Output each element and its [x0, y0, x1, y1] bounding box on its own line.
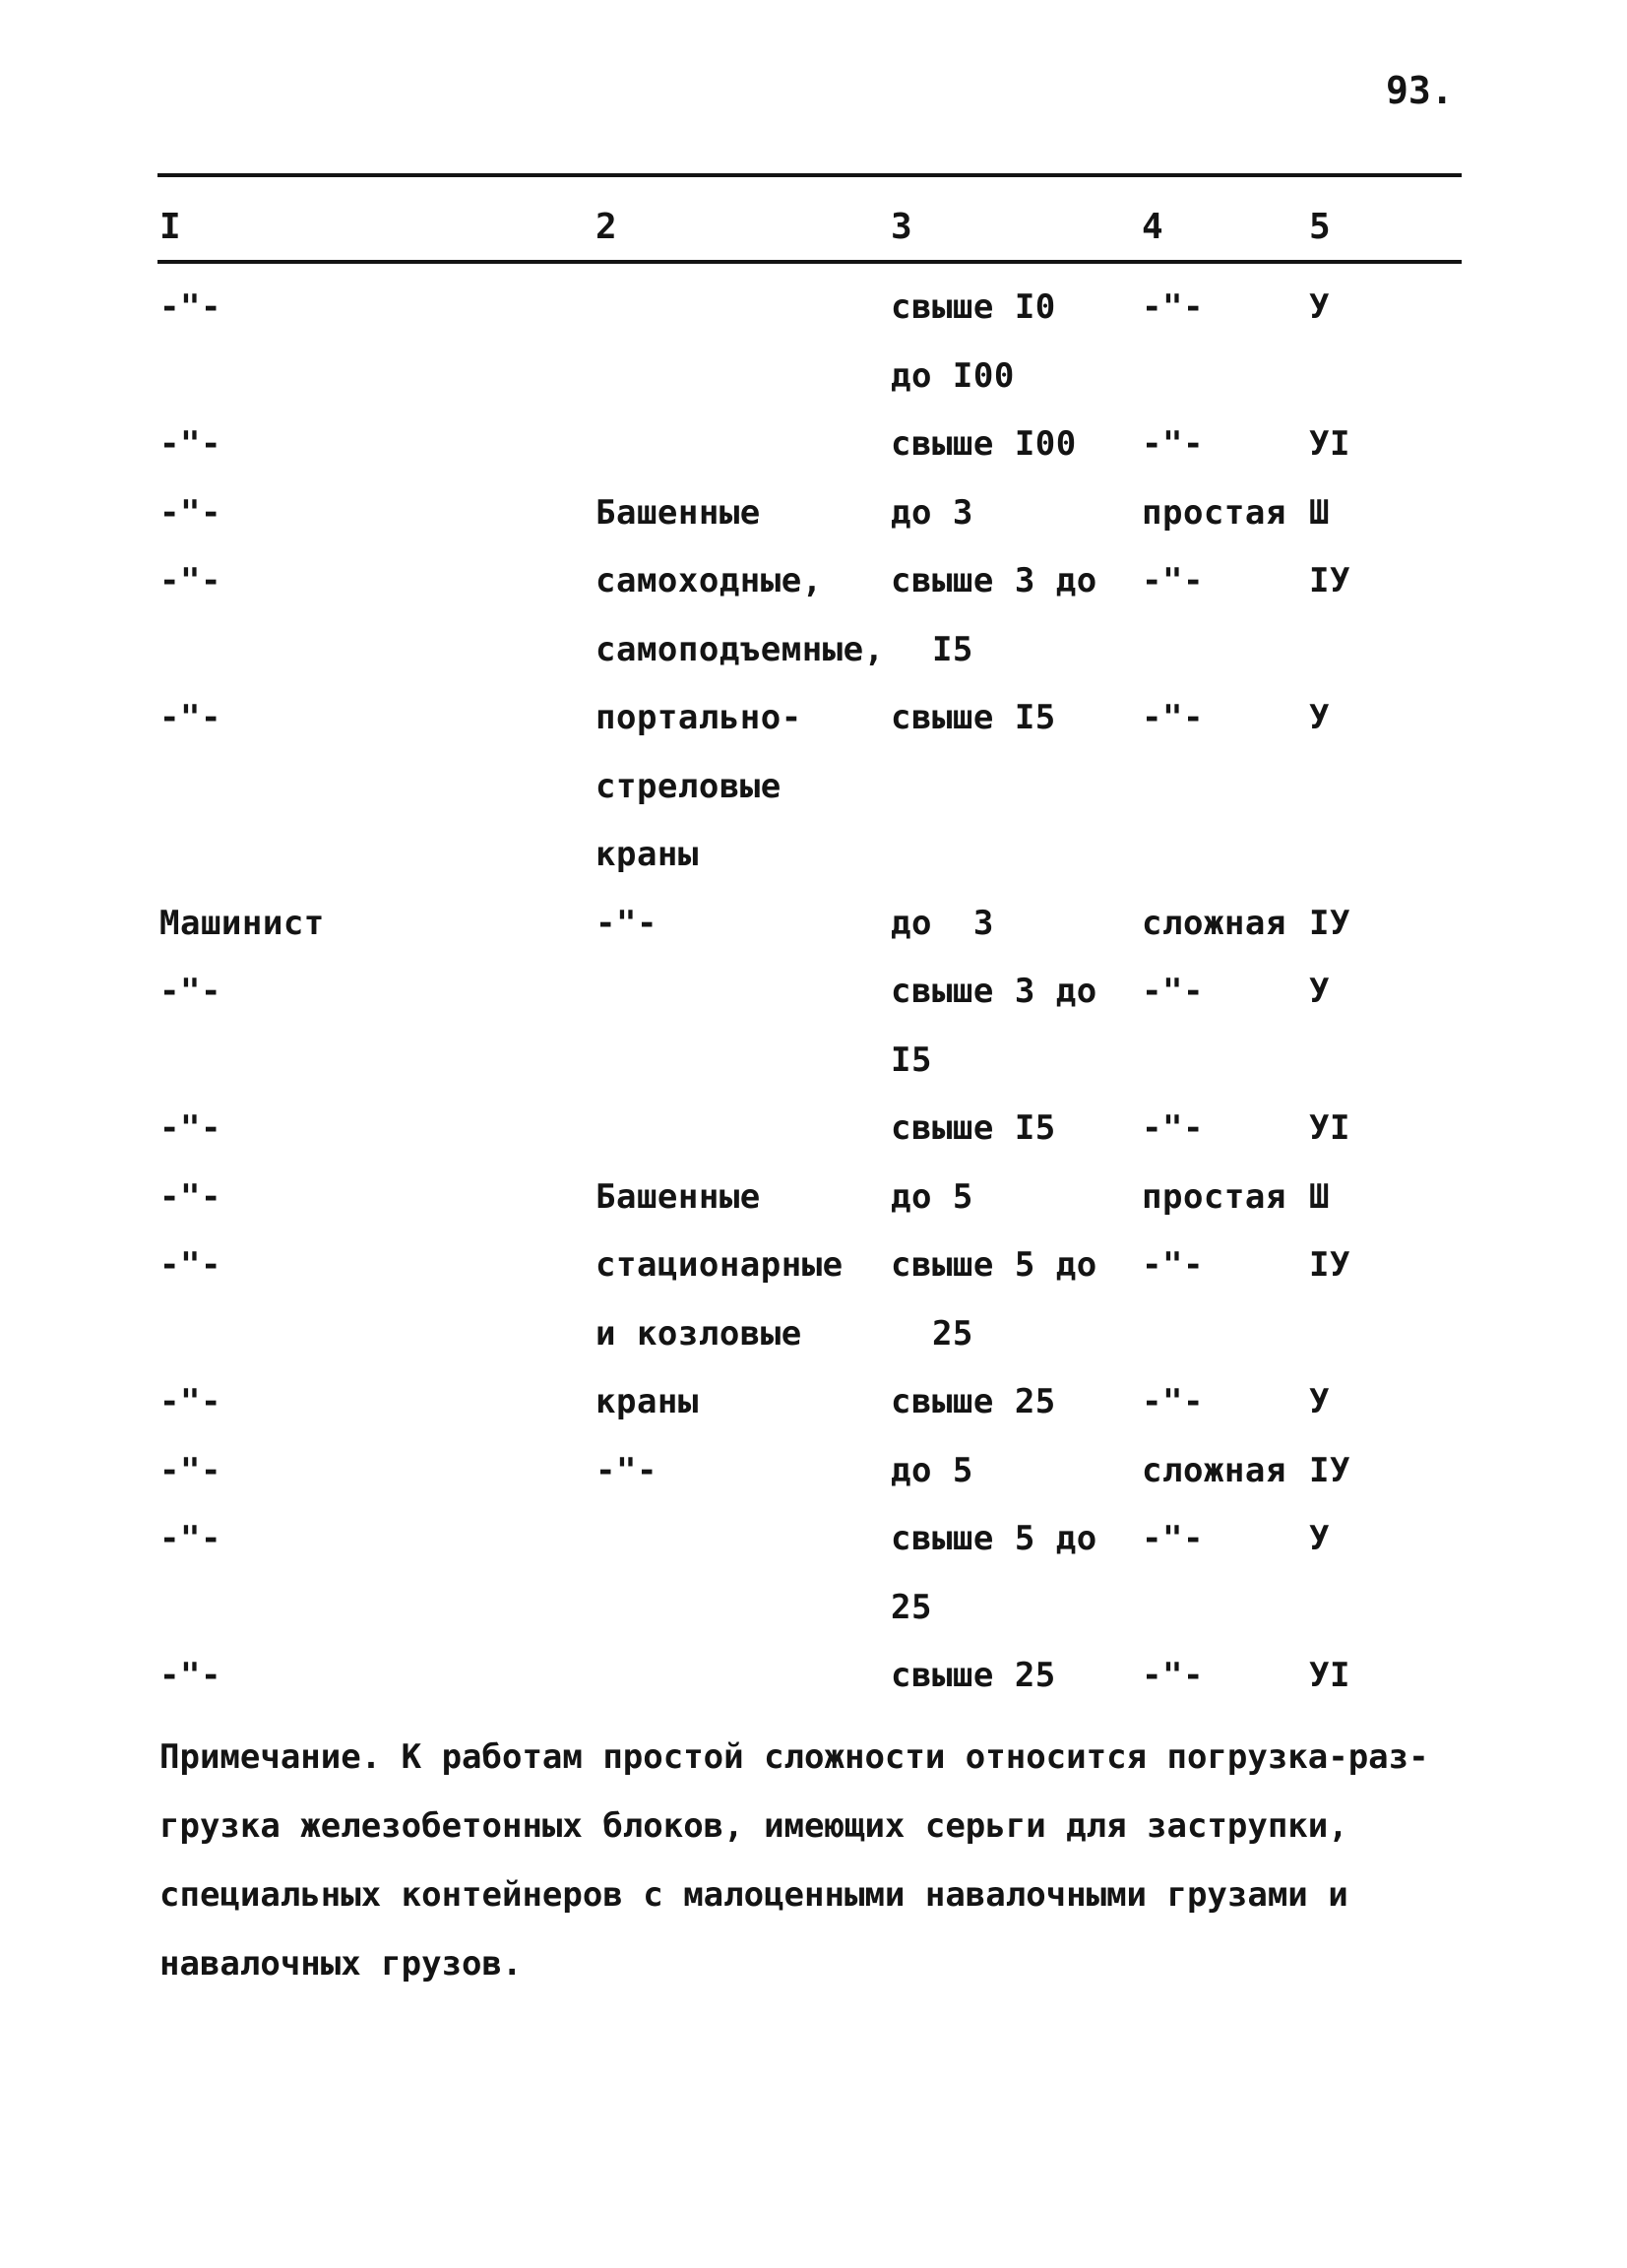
table-cell-col-3: до 3	[891, 904, 994, 943]
footnote	[159, 1723, 1498, 1998]
table-cell-col-4: -"-	[1142, 1108, 1204, 1148]
table-row	[0, 904, 1627, 973]
table-cell-col-4: -"-	[1142, 1656, 1204, 1695]
table-row	[0, 698, 1627, 767]
table-header-row	[0, 207, 1627, 276]
table-row	[0, 287, 1627, 356]
table-row	[0, 1245, 1627, 1314]
table-cell-col-4: сложная	[1142, 904, 1286, 943]
table-cell-col-5: У	[1309, 1519, 1330, 1558]
footnote-line: навалочных грузов.	[159, 1944, 523, 1984]
table-cell-col-3: до 5	[891, 1451, 973, 1490]
table-cell-col-5: У	[1309, 698, 1330, 737]
table-cell-col-1: -"-	[159, 972, 221, 1011]
table-cell-col-3: свыше I0	[891, 287, 1056, 327]
table-row	[0, 1656, 1627, 1725]
table-cell-col-5: У	[1309, 287, 1330, 327]
table-cell-col-3: свыше I5	[891, 698, 1056, 737]
table-cell-col-5: У	[1309, 972, 1330, 1011]
header-col-3: 3	[891, 207, 913, 247]
table-cell-col-2: -"-	[595, 1451, 657, 1490]
table-cell-col-1: Машинист	[159, 904, 325, 943]
table-row	[0, 493, 1627, 562]
table-cell-col-3: I5	[891, 630, 973, 669]
table-cell-col-1: -"-	[159, 1519, 221, 1558]
table-cell-col-2: портально-	[595, 698, 802, 737]
header-col-1: I	[159, 207, 182, 247]
table-cell-col-4: простая	[1142, 493, 1286, 533]
table-cell-col-4: -"-	[1142, 424, 1204, 464]
header-col-4: 4	[1142, 207, 1164, 247]
table-cell-col-5: IУ	[1309, 904, 1350, 943]
table-row	[0, 1108, 1627, 1177]
table-cell-col-5: УI	[1309, 1108, 1350, 1148]
table-cell-col-5: УI	[1309, 1656, 1350, 1695]
table-cell-col-3: 25	[891, 1314, 973, 1354]
table-cell-col-3: до 3	[891, 493, 973, 533]
table-cell-col-3: до I00	[891, 356, 1015, 396]
table-cell-col-5: У	[1309, 1382, 1330, 1421]
table-cell-col-1: -"-	[159, 1177, 221, 1217]
table-row	[0, 630, 1627, 699]
table-header-rule	[157, 260, 1462, 264]
table-row	[0, 424, 1627, 493]
table-cell-col-1: -"-	[159, 1108, 221, 1148]
table-cell-col-4: -"-	[1142, 972, 1204, 1011]
table-cell-col-4: -"-	[1142, 698, 1204, 737]
table-cell-col-1: -"-	[159, 1245, 221, 1285]
table-row	[0, 1519, 1627, 1588]
table-row	[0, 1588, 1627, 1657]
table-cell-col-2: самоходные,	[595, 561, 823, 600]
table-cell-col-3: свыше I00	[891, 424, 1077, 464]
table-cell-col-4: простая	[1142, 1177, 1286, 1217]
table-cell-col-3: свыше 5 до	[891, 1245, 1097, 1285]
table-cell-col-1: -"-	[159, 1656, 221, 1695]
table-row	[0, 561, 1627, 630]
table-cell-col-1: -"-	[159, 1382, 221, 1421]
table-cell-col-3: I5	[891, 1040, 932, 1080]
page-number: 93.	[1386, 69, 1454, 112]
table-row	[0, 1451, 1627, 1520]
table-cell-col-1: -"-	[159, 493, 221, 533]
table-cell-col-1: -"-	[159, 698, 221, 737]
table-cell-col-2: краны	[595, 835, 699, 874]
table-row	[0, 835, 1627, 904]
table-cell-col-2: самоподъемные,	[595, 630, 885, 669]
table-cell-col-2: стационарные	[595, 1245, 844, 1285]
table-cell-col-2: Башенные	[595, 493, 761, 533]
table-cell-col-3: свыше 25	[891, 1382, 1056, 1421]
table-row	[0, 1314, 1627, 1383]
table-cell-col-5: УI	[1309, 424, 1350, 464]
table-cell-col-5: Ш	[1309, 493, 1330, 533]
table-row	[0, 1040, 1627, 1109]
footnote-line: специальных контейнеров с малоценными навалочными грузами и	[159, 1875, 1348, 1915]
table-row	[0, 1382, 1627, 1451]
table-cell-col-1: -"-	[159, 287, 221, 327]
table-cell-col-4: -"-	[1142, 561, 1204, 600]
table-cell-col-3: свыше I5	[891, 1108, 1056, 1148]
table-top-rule	[157, 173, 1462, 177]
table-cell-col-2: стреловые	[595, 767, 782, 806]
footnote-line: грузка железобетонных блоков, имеющих серьги для заструпки,	[159, 1806, 1348, 1846]
table-cell-col-3: свыше 3 до	[891, 972, 1097, 1011]
table-cell-col-2: и козловые	[595, 1314, 802, 1354]
table-cell-col-3: до 5	[891, 1177, 973, 1217]
table-cell-col-2: краны	[595, 1382, 699, 1421]
table-cell-col-5: Ш	[1309, 1177, 1330, 1217]
table-cell-col-1: -"-	[159, 561, 221, 600]
table-row	[0, 1177, 1627, 1246]
table-cell-col-5: IУ	[1309, 1451, 1350, 1490]
table-cell-col-4: -"-	[1142, 1519, 1204, 1558]
table-row	[0, 767, 1627, 836]
table-row	[0, 972, 1627, 1040]
table-cell-col-2: Башенные	[595, 1177, 761, 1217]
table-cell-col-4: -"-	[1142, 287, 1204, 327]
table-cell-col-5: IУ	[1309, 561, 1350, 600]
table-cell-col-2: -"-	[595, 904, 657, 943]
table-cell-col-3: свыше 5 до	[891, 1519, 1097, 1558]
footnote-line: Примечание. К работам простой сложности относится погрузка-раз-	[159, 1737, 1429, 1777]
table-row	[0, 356, 1627, 425]
table-cell-col-3: 25	[891, 1588, 932, 1627]
header-col-5: 5	[1309, 207, 1332, 247]
table-cell-col-1: -"-	[159, 424, 221, 464]
header-col-2: 2	[595, 207, 618, 247]
table-cell-col-5: IУ	[1309, 1245, 1350, 1285]
table-cell-col-1: -"-	[159, 1451, 221, 1490]
table-cell-col-3: свыше 3 до	[891, 561, 1097, 600]
table-cell-col-4: -"-	[1142, 1382, 1204, 1421]
table-cell-col-4: сложная	[1142, 1451, 1286, 1490]
table-cell-col-4: -"-	[1142, 1245, 1204, 1285]
table-cell-col-3: свыше 25	[891, 1656, 1056, 1695]
